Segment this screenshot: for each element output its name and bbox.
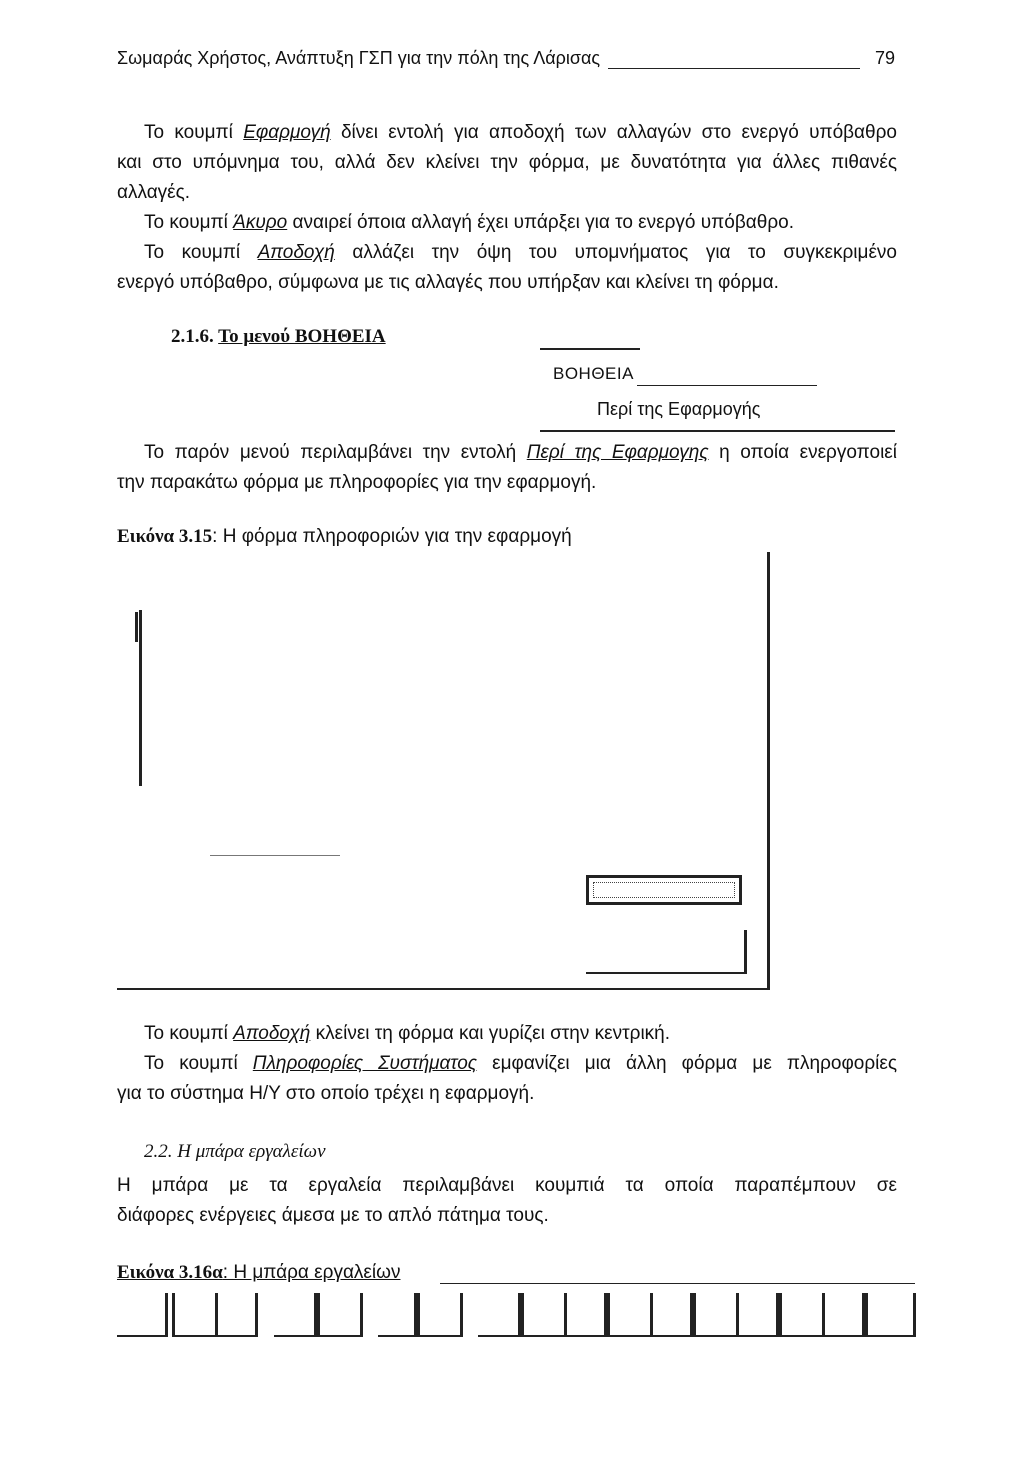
toolbar-button[interactable]: [650, 1293, 693, 1337]
paragraph-accept-line1: Το κουμπί Αποδοχή αλλάζει την όψη του υπομνήματος για το συγκεκριμένο: [144, 242, 897, 263]
paragraph-accept-close: Το κουμπί Αποδοχή κλείνει τη φόρμα και γυρίζει στην κεντρική.: [144, 1023, 671, 1044]
toolbar-button[interactable]: [274, 1293, 317, 1337]
toolbar-button[interactable]: [822, 1293, 865, 1337]
paragraph-apply-line3: αλλαγές.: [117, 182, 191, 203]
form-left-mark: [135, 612, 138, 642]
toolbar-button[interactable]: [779, 1293, 825, 1337]
toolbar-button[interactable]: [736, 1293, 779, 1337]
ok-button-bottom-edge[interactable]: [586, 972, 747, 974]
paragraph-accept-line2: ενεργό υπόβαθρο, σύμφωνα με τις αλλαγές που υπήρξαν και κλείνει τη φόρμα.: [117, 272, 779, 293]
menu-item-about[interactable]: Περί της Εφαρμογής: [597, 399, 761, 419]
toolbar-button[interactable]: [317, 1293, 363, 1337]
paragraph-about-line1: Το παρόν μενού περιλαμβάνει την εντολή Περί της Εφαρμογης η οποία ενεργοποιεί: [144, 442, 897, 463]
button-focus-outline: [593, 882, 735, 898]
toolbar-button[interactable]: [693, 1293, 739, 1337]
form-right-border: [767, 552, 770, 990]
menu-bottom-rule: [540, 430, 895, 432]
ok-button-right-edge: [744, 930, 747, 974]
paragraph-apply-line1: Το κουμπί Εφαρμογή δίνει εντολή για αποδοχή των αλλαγών στο ενεργό υπόβαθρο: [144, 122, 897, 143]
section-heading-help: 2.1.6. Το μενού ΒΟΗΘΕΙΑ: [171, 326, 386, 347]
section-heading-toolbar: 2.2. Η μπάρα εργαλείων: [144, 1141, 326, 1162]
menu-divider: [637, 385, 817, 386]
toolbar-button[interactable]: [172, 1293, 218, 1337]
toolbar-button[interactable]: [215, 1293, 258, 1337]
toolbar-button[interactable]: [378, 1293, 417, 1337]
sysinfo-button-ref: Πληροφορίες Συστήματος: [252, 1053, 478, 1074]
paragraph-sysinfo-line1: Το κουμπί Πληροφορίες Συστήματος εμφανίζει μια άλλη φόρμα με πληροφορίες: [144, 1053, 897, 1074]
paragraph-apply-line2: και στο υπόμνημα του, αλλά δεν κλείνει την φόρμα, με δυνατότητα για άλλες πιθανές: [117, 152, 897, 173]
paragraph-toolbar-line1: Η μπάρα με τα εργαλεία περιλαμβάνει κουμπιά τα οποία παραπέμπουν σε: [117, 1175, 897, 1196]
toolbar-button[interactable]: [117, 1293, 168, 1337]
form-bottom-border: [117, 988, 770, 990]
toolbar-button[interactable]: [564, 1293, 607, 1337]
paragraph-sysinfo-line2: για το σύστημα Η/Υ στο οποίο τρέχει η εφαρμογή.: [117, 1083, 535, 1104]
paragraph-cancel: Το κουμπί Άκυρο αναιρεί όποια αλλαγή έχει υπάρξει για το ενεργό υπόβαθρο.: [144, 212, 794, 233]
apply-button-ref: Εφαρμογή: [243, 122, 331, 143]
system-info-button[interactable]: [586, 875, 742, 905]
header-rule: [608, 68, 860, 69]
paragraph-toolbar-line2: διάφορες ενέργειες άμεσα με το απλό πάτημα τους.: [117, 1205, 549, 1226]
toolbar-button[interactable]: [417, 1293, 463, 1337]
form-separator: [210, 855, 340, 856]
toolbar-button[interactable]: [478, 1293, 521, 1337]
menu-top-rule: [540, 348, 640, 350]
running-header: Σωμαράς Χρήστος, Ανάπτυξη ΓΣΠ για την πόλη της Λάρισας: [117, 48, 601, 68]
toolbar-button[interactable]: [521, 1293, 567, 1337]
toolbar-button[interactable]: [865, 1293, 916, 1337]
page-number: 79: [875, 48, 896, 68]
paragraph-about-line2: την παρακάτω φόρμα με πληροφορίες για την εφαρμογή.: [117, 472, 597, 493]
figure-316a-caption: Εικόνα 3.16α: Η μπάρα εργαλείων: [117, 1262, 401, 1283]
toolbar-button[interactable]: [607, 1293, 653, 1337]
about-command-ref: Περί της Εφαρμογης: [526, 442, 709, 463]
cancel-button-ref: Άκυρο: [233, 212, 288, 233]
help-menu-label[interactable]: ΒΟΗΘΕΙΑ: [553, 364, 634, 383]
toolbar-top-rule: [440, 1283, 915, 1284]
accept-button-ref: Αποδοχή: [257, 242, 335, 263]
form-left-border: [139, 610, 142, 786]
accept-button-ref-2: Αποδοχή: [233, 1023, 311, 1044]
figure-315-caption: Εικόνα 3.15: Η φόρμα πληροφοριών για την εφαρμογή: [117, 526, 572, 547]
